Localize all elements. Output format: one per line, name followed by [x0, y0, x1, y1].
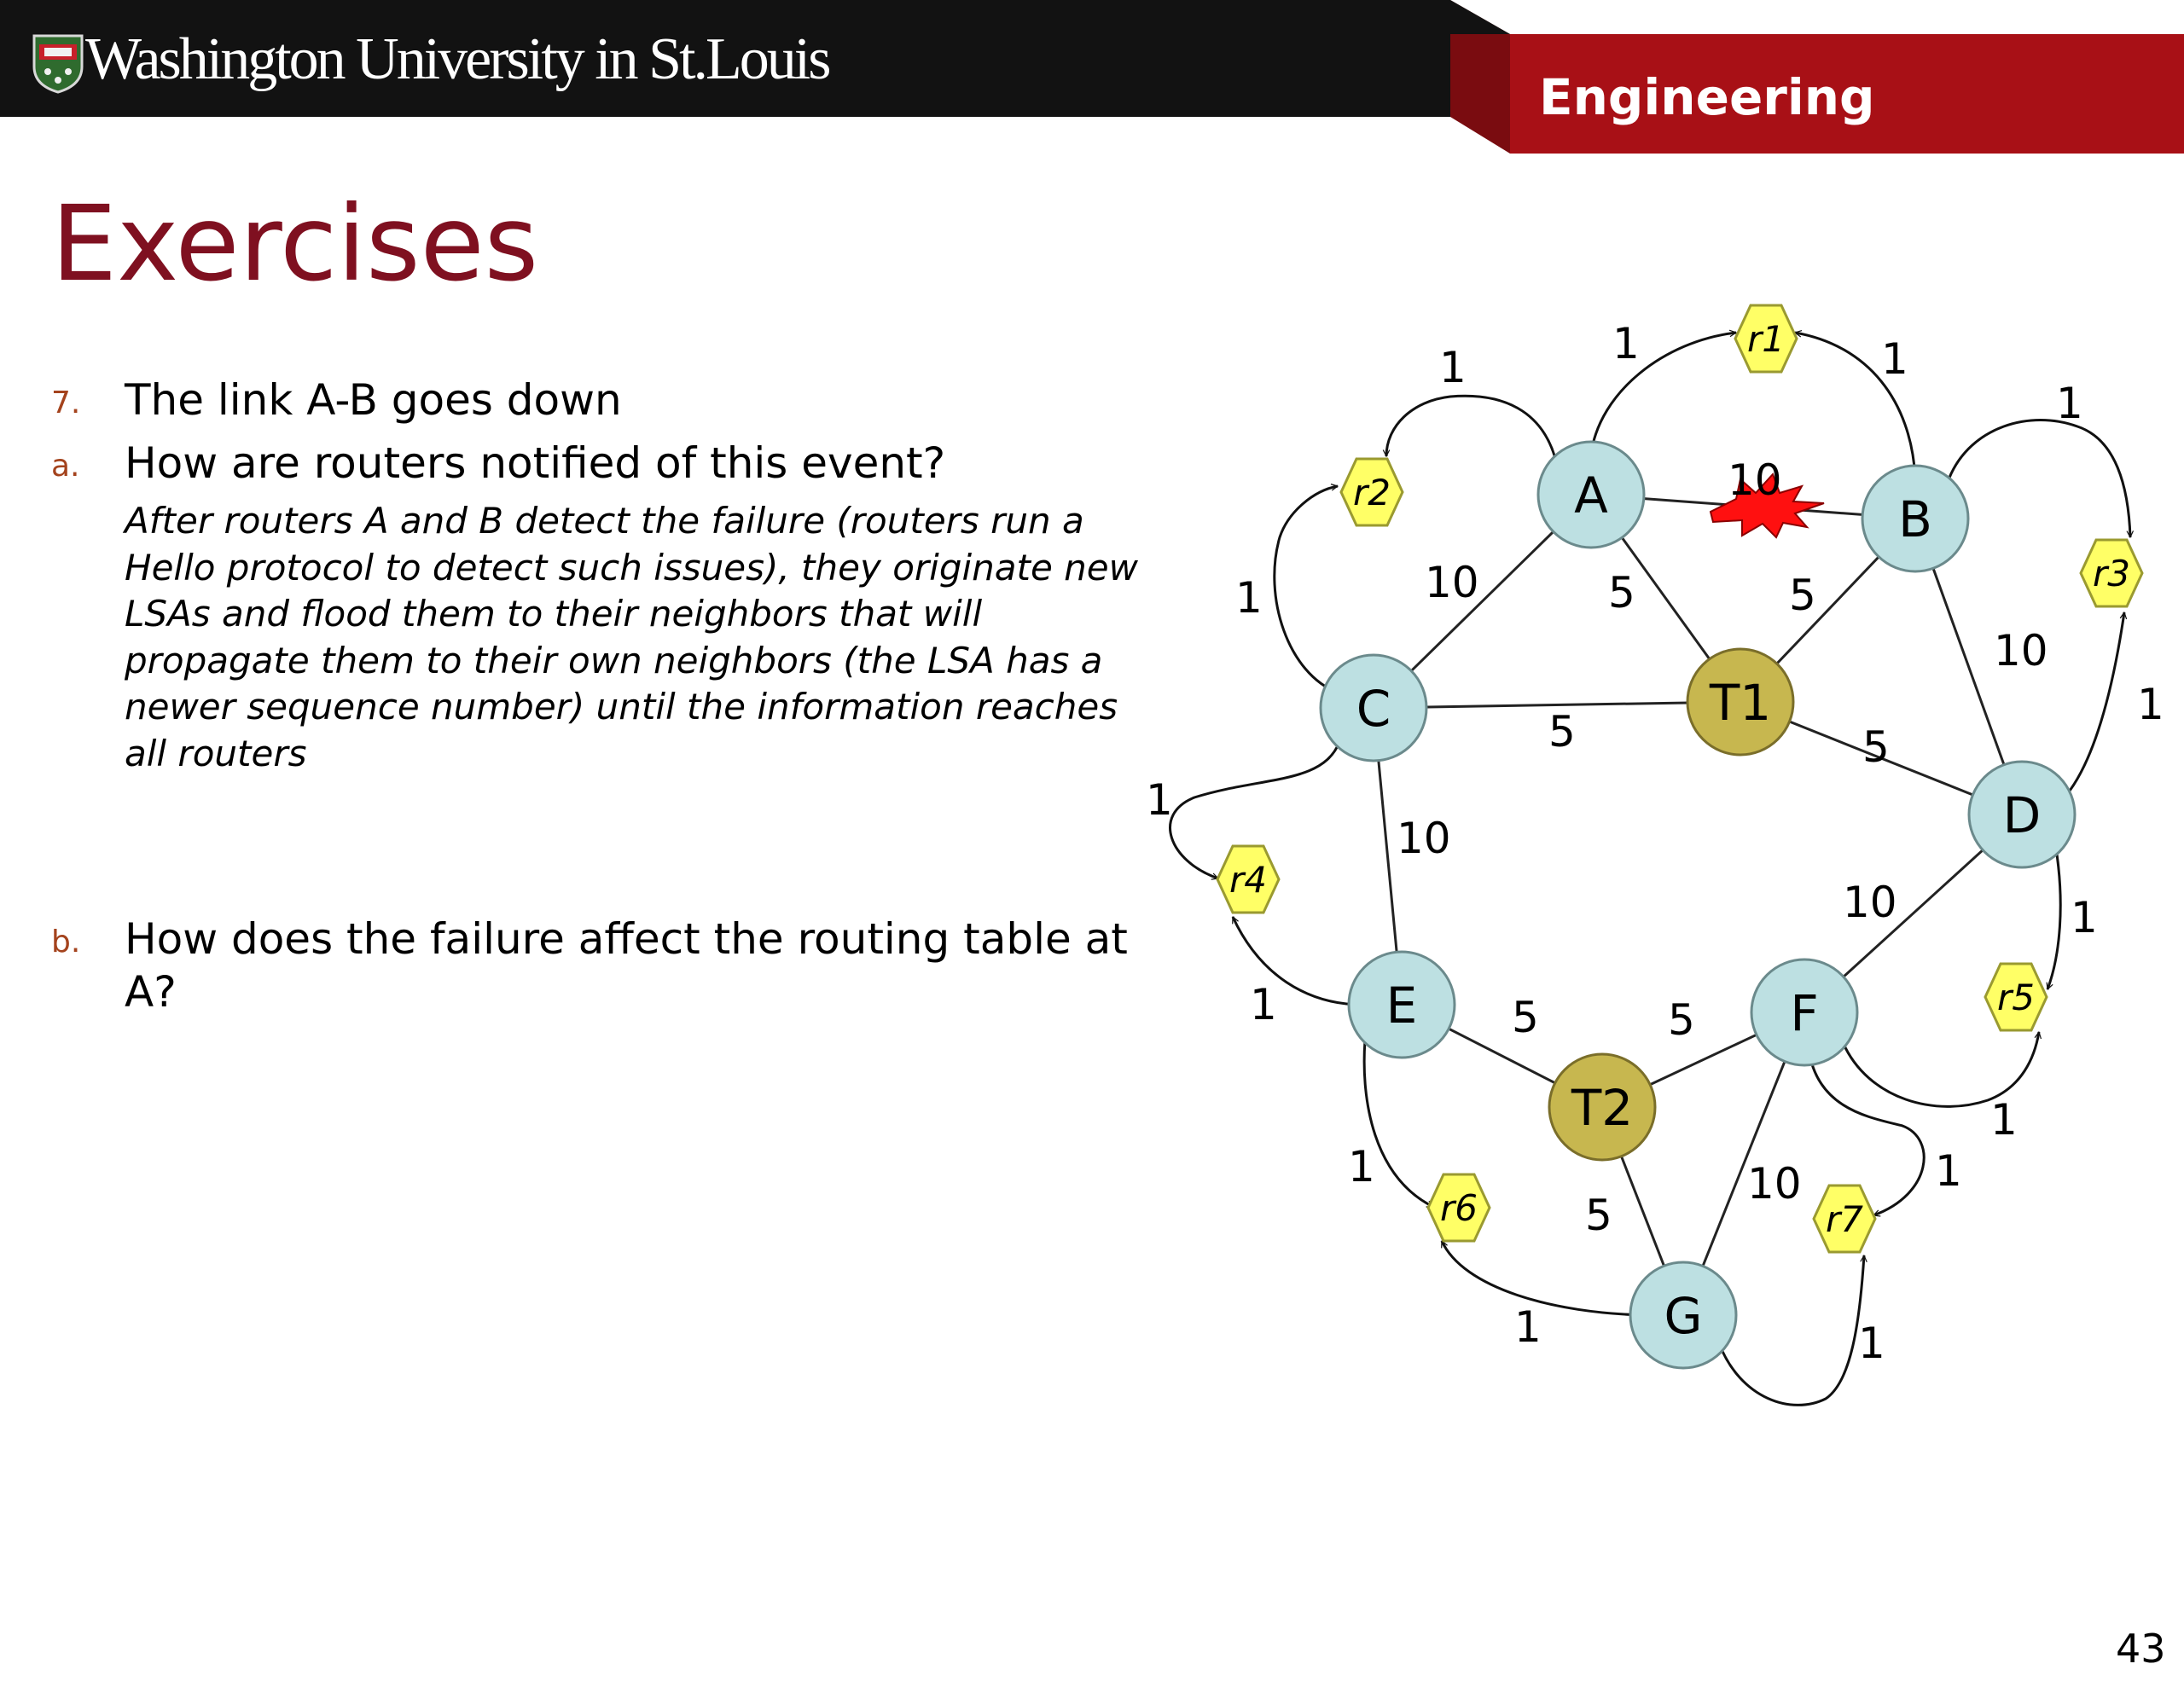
cost-label: 1	[1235, 573, 1263, 623]
svg-text:G: G	[1664, 1287, 1703, 1345]
stub-d-r5	[2048, 849, 2060, 989]
svg-text:C: C	[1356, 680, 1391, 738]
cost-label: 1	[2137, 680, 2164, 729]
cost-label: 10	[1728, 455, 1782, 505]
router-e[interactable]	[1349, 952, 1455, 1058]
question-text: How does the failure affect the routing table at A?	[125, 914, 1128, 1017]
cost-label: 1	[1990, 1095, 2018, 1145]
cost-label: 10	[1843, 878, 1897, 927]
stub-links	[1170, 333, 2130, 1405]
cost-label: 5	[1608, 568, 1635, 617]
stub-r3[interactable]	[2081, 540, 2142, 606]
cost-label: 1	[1612, 319, 1640, 368]
cost-label: 1	[2056, 379, 2083, 428]
stub-b-r3	[1949, 420, 2130, 538]
list-marker: a.	[51, 449, 80, 484]
cost-label: 10	[1994, 626, 2048, 675]
svg-text:r4: r4	[1229, 859, 1267, 901]
cost-label: 5	[1585, 1191, 1612, 1240]
cost-label: 1	[1348, 1142, 1375, 1191]
cost-label: 5	[1862, 722, 1890, 772]
cost-label: 5	[1548, 707, 1576, 757]
svg-text:r5: r5	[1997, 977, 2035, 1018]
cost-label: 5	[1668, 995, 1695, 1045]
slide-title: Exercises	[51, 183, 539, 304]
router-g[interactable]	[1630, 1262, 1736, 1368]
svg-text:r2: r2	[1353, 472, 1391, 513]
svg-text:r7: r7	[1826, 1198, 1863, 1240]
svg-text:r3: r3	[2093, 553, 2130, 594]
svg-text:E: E	[1385, 977, 1418, 1035]
list-marker: 7.	[51, 386, 81, 420]
cost-label: 1	[1935, 1146, 1962, 1196]
stub-r6[interactable]	[1428, 1174, 1490, 1241]
svg-text:T1: T1	[1709, 674, 1772, 732]
cost-label: 1	[1146, 775, 1173, 825]
router-f[interactable]	[1751, 959, 1857, 1065]
cost-label: 1	[2071, 893, 2098, 942]
stub-c-r2	[1275, 486, 1338, 693]
svg-text:A: A	[1574, 467, 1608, 525]
answer-paragraph: After routers A and B detect the failure (routers run a Hello protocol to detect such issues), they originate new LSAs and flood them to their neighbors that will propagate them to their own neighbors (the LSA has a newer sequence number) until the information reaches all routers	[125, 500, 1138, 774]
svg-text:r6: r6	[1440, 1187, 1478, 1229]
question-text: How are routers notified of this event?	[125, 438, 946, 488]
exercise-statement: The link A-B goes down	[125, 375, 622, 425]
transit-t2[interactable]	[1549, 1054, 1655, 1160]
transit-nodes	[1549, 649, 1793, 1160]
university-wordmark[interactable]: Washington University in St.Louis	[85, 26, 829, 92]
stub-d-r3	[2056, 612, 2124, 806]
page-number: 43	[2116, 1626, 2166, 1672]
svg-text:T2: T2	[1571, 1079, 1634, 1137]
cost-label: 1	[1250, 980, 1277, 1029]
cost-label: 5	[1789, 571, 1816, 620]
list-marker: b.	[51, 925, 81, 959]
cost-label: 1	[1858, 1319, 1885, 1368]
stub-r5[interactable]	[1985, 964, 2047, 1030]
svg-text:B: B	[1898, 490, 1932, 548]
router-b[interactable]	[1862, 466, 1968, 571]
cost-label: 1	[1881, 334, 1908, 384]
router-c[interactable]	[1321, 655, 1426, 761]
stub-a-r2	[1386, 396, 1557, 465]
school-name[interactable]: Engineering	[1539, 68, 1875, 126]
cost-label: 5	[1512, 993, 1539, 1042]
cost-label: 1	[1439, 343, 1467, 392]
transit-t1[interactable]	[1687, 649, 1793, 755]
stub-r1[interactable]	[1735, 305, 1797, 372]
cost-label: 10	[1425, 558, 1479, 607]
stub-g-r7	[1719, 1255, 1864, 1405]
stub-g-r6	[1442, 1241, 1647, 1315]
svg-text:r1: r1	[1747, 318, 1785, 360]
stub-r2[interactable]	[1341, 459, 1403, 525]
stub-r4[interactable]	[1217, 846, 1279, 913]
cost-label: 1	[1514, 1302, 1542, 1352]
cost-label: 10	[1747, 1159, 1802, 1209]
router-d[interactable]	[1969, 762, 2075, 867]
svg-text:F: F	[1790, 984, 1819, 1042]
stub-r7[interactable]	[1814, 1186, 1875, 1252]
svg-text:D: D	[2002, 786, 2042, 844]
router-a[interactable]	[1538, 442, 1644, 548]
cost-label: 10	[1397, 814, 1451, 863]
